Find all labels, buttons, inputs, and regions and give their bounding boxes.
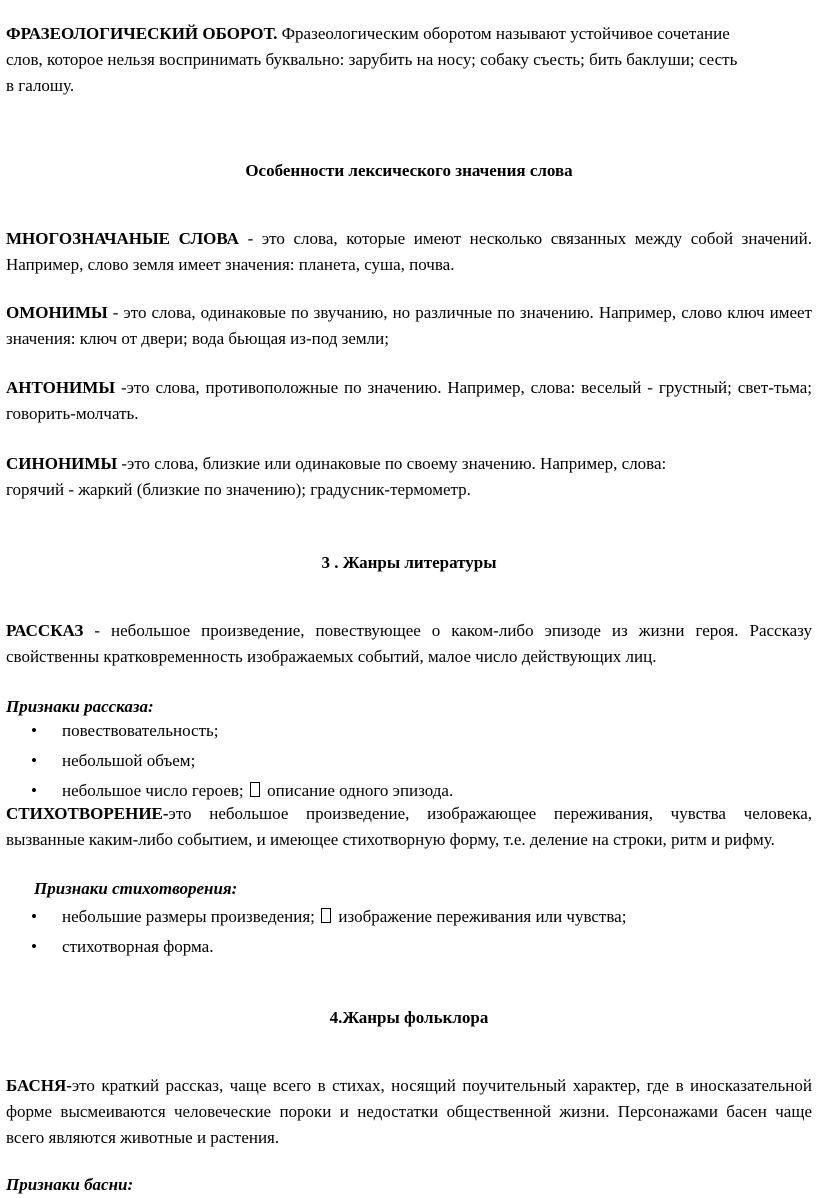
bullet-glyph: • — [31, 721, 37, 740]
homonyms-text: - это слова, одинаковые по звучанию, но различные по значению. Например, слово ключ имеет значения: ключ от двери; вода бьющая из-под земли; — [6, 303, 812, 348]
list-item-text: описание одного эпизода. — [267, 781, 454, 800]
fable-text: это краткий рассказ, чаще всего в стихах, носящий поучительный характер, где в иносказательной форме высмеиваются человеческие пороки и недостатки общественной жизни. Персонажами басен чаще всего являются животные и растения. — [6, 1076, 812, 1147]
homonyms-term: ОМОНИМЫ — [6, 303, 108, 322]
poem-paragraph — [6, 801, 812, 853]
list-item — [6, 716, 812, 746]
synonyms-line2: горячий - жаркий (близкие по значению); градусник-термометр. — [6, 480, 471, 499]
polysemous-paragraph — [6, 226, 812, 278]
phraseology-paragraph — [6, 21, 812, 99]
fable-paragraph — [6, 1073, 812, 1151]
poem-text: это небольшое произведение, изображающее переживания, чувства человека, вызванные каким-либо событием, и имеющее стихотворную форму, т.е. деление на строки, ритм и рифму. — [6, 804, 812, 849]
antonyms-paragraph — [6, 375, 812, 427]
story-signs-list — [6, 716, 812, 806]
phraseology-term: ФРАЗЕОЛОГИЧЕСКИЙ ОБОРОТ. — [6, 24, 278, 43]
story-text: - небольшое произведение, повествующее о каком-либо эпизоде из жизни героя. Рассказу свойственны кратковременность изображаемых событий, малое число действующих лиц. — [6, 621, 812, 666]
polysemous-text: - это слова, которые имеют несколько связанных между собой значений. Например, слово земля имеет значения: планета, суша, почва. — [6, 229, 812, 274]
list-item-text: изображение переживания или чувства; — [338, 907, 627, 926]
list-item-text: небольшое число героев; — [62, 781, 244, 800]
story-term: РАССКАЗ — [6, 621, 84, 640]
poem-signs-list — [6, 902, 812, 962]
phraseology-line3: в галошу. — [6, 76, 75, 95]
missing-glyph-icon — [321, 908, 331, 923]
list-item-text: небольшие размеры произведения; — [62, 907, 315, 926]
list-item-text: повествовательность; — [62, 721, 219, 740]
lexical-heading: Особенности лексического значения слова — [245, 161, 573, 180]
list-item — [6, 746, 812, 776]
poem-signs-title: Признаки стихотворения: — [34, 879, 238, 898]
antonyms-term: АНТОНИМЫ — [6, 378, 116, 397]
story-paragraph — [6, 618, 812, 670]
fable-signs-title: Признаки басни: — [6, 1175, 134, 1194]
fable-term: БАСНЯ- — [6, 1076, 72, 1095]
list-item-text: стихотворная форма. — [62, 937, 214, 956]
bullet-glyph: • — [31, 937, 37, 956]
list-item — [6, 932, 812, 962]
list-item-text: небольшой объем; — [62, 751, 196, 770]
polysemous-term: МНОГОЗНАЧАНЫЕ СЛОВА — [6, 229, 239, 248]
literature-heading: 3 . Жанры литературы — [321, 553, 497, 572]
bullet-glyph: • — [31, 907, 37, 926]
folklore-heading: 4.Жанры фольклора — [329, 1008, 489, 1027]
homonyms-paragraph — [6, 300, 812, 352]
bullet-glyph: • — [31, 751, 37, 770]
phraseology-line2: слов, которое нельзя воспринимать буквально: зарубить на носу; собаку съесть; бить баклуши; сесть — [6, 50, 738, 69]
synonyms-line1: -это слова, близкие или одинаковые по своему значению. Например, слова: — [117, 454, 667, 473]
list-item — [6, 902, 812, 932]
synonyms-term: СИНОНИМЫ — [6, 454, 118, 473]
story-signs-title: Признаки рассказа: — [6, 697, 154, 716]
missing-glyph-icon — [250, 782, 260, 797]
bullet-glyph: • — [31, 781, 37, 800]
phraseology-line1: Фразеологическим оборотом называют устойчивое сочетание — [277, 24, 730, 43]
synonyms-paragraph — [6, 451, 812, 503]
poem-term: СТИХОТВОРЕНИЕ- — [6, 804, 169, 823]
antonyms-text: -это слова, противоположные по значению. Например, слова: веселый - грустный; свет-тьма; говорить-молчать. — [6, 378, 812, 423]
